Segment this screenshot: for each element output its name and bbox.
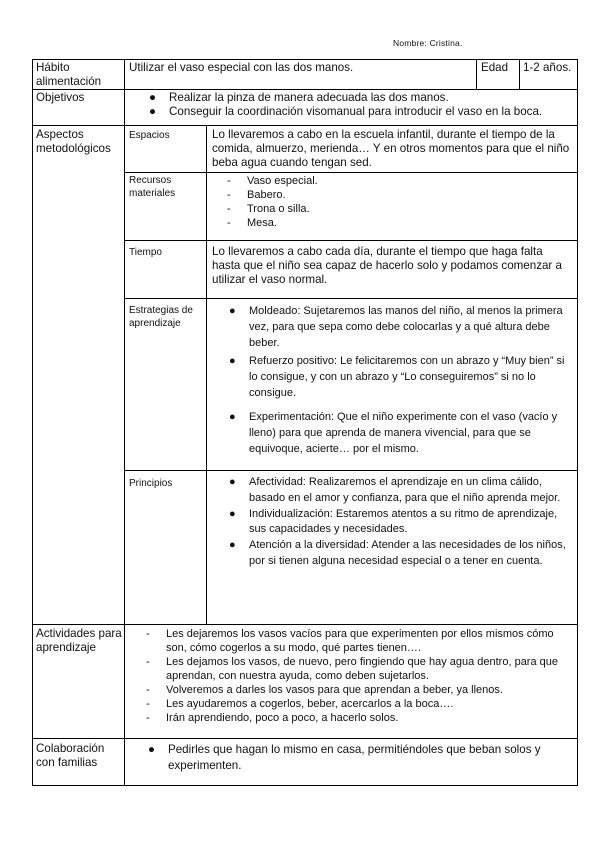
resources-label: Recursos materiales [129,175,176,199]
list-item: - Babero. [227,189,286,201]
list-item: ● Moldeado: Sujetaremos las manos del niño, al menos la primera vez, para que sepa como debe colocarlas y a qué altura debe beber. [229,305,563,349]
grid-line [124,59,125,786]
list-item: ● Individualización: Estaremos atentos a su ritmo de aprendizaje, sus capacidades y necesidades. [229,507,558,536]
student-name-line [393,38,463,48]
bullet-marker: ● [229,355,236,367]
time-label: Tiempo [129,247,162,258]
grid-line [476,59,477,89]
grid-line [32,738,578,739]
bullet-marker: ● [149,91,157,104]
grid-line [32,125,578,126]
dash-marker: - [227,175,231,187]
methodology-label: Aspectos metodológicos [36,128,111,155]
objectives-list [149,91,574,119]
list-item: - Les dejamos los vasos, de nuevo, pero fingiendo que hay agua dentro, para que aprendan, con nuestra ayuda, como deben sujetarlos. [146,656,558,682]
family-label: Colaboración con familias [36,742,105,769]
time-text: Lo llevaremos a cabo cada día, durante el tiempo que haga falta hasta que el niño sea capaz de hacerlo solo y podamos comenzar a utilizar el vaso normal. [212,245,562,286]
grid-line [32,624,578,625]
grid-line [519,59,520,89]
grid-line [577,59,578,786]
list-item: ● Pedirles que hagan lo mismo en casa, permitiéndoles que beban solos y experimenten. [148,743,541,772]
dash-marker: - [227,217,231,229]
age-label: Edad [481,61,509,74]
dash-marker: - [146,698,150,710]
resources-list [227,174,567,230]
name-label: Nombre: [393,38,427,48]
list-item: - Vaso especial. [227,175,318,187]
activities-list [146,627,576,725]
bullet-marker: ● [148,743,156,756]
bullet-marker: ● [229,507,236,520]
bullet-marker: ● [229,476,236,488]
dash-marker: - [146,684,150,696]
list-item: - Les ayudaremos a cogerlos, beber, acercarlos a la boca…. [146,698,454,710]
name-value: Cristina. [429,38,463,48]
dash-marker: - [146,712,150,724]
grid-line [124,172,578,173]
activities-label: Actividades para aprendizaje [36,627,122,654]
strategies-list [229,303,569,457]
habit-label: Hábito alimentación [36,61,102,88]
spaces-label: Espacios [129,130,170,141]
list-item: ● Refuerzo positivo: Le felicitaremos con un abrazo y “Muy bien” si lo consigue, y con un abrazo y “Lo conseguiremos” si no lo consigue. [229,355,565,399]
dash-marker: - [146,628,150,640]
list-item: ● Experimentación: Que el niño experimente con el vaso (vacío y lleno) para que aprenda de manera vivencial, para que se equivoque, acierte… por el mismo. [229,411,558,455]
grid-line [32,785,578,786]
bullet-marker: ● [229,411,236,423]
list-item: - Volveremos a darles los vasos para que aprendan a beber, ya llenos. [146,684,503,696]
grid-line [124,240,578,241]
grid-line [206,125,207,471]
list-item: ● Afectividad: Realizaremos el aprendizaje en un clima cálido, basado en el amor y confianza, para que el niño aprenda mejor. [229,476,561,504]
list-item: - Trona o silla. [227,203,310,215]
list-item: ● Conseguir la coordinación visomanual para introducir el vaso en la boca. [149,105,543,118]
grid-line [124,470,578,471]
list-item: - Irán aprendiendo, poco a poco, a hacerlo solos. [146,712,399,724]
list-item: - Les dejaremos los vasos vacíos para que experimenten por ellos mismos cómo son, cómo cogerlos a su modo, qué partes tienen…. [146,628,554,654]
list-item: ● Atención a la diversidad: Atender a las necesidades de los niños, por si tienen alguna necesidad especial o a tener en cuenta. [229,539,566,567]
principles-list [229,475,571,570]
bullet-marker: ● [149,105,157,118]
grid-line [32,59,33,786]
dash-marker: - [227,203,231,215]
dash-marker: - [146,656,150,668]
habit-value: Utilizar el vaso especial con las dos manos. [129,61,354,74]
family-list [148,742,573,774]
dash-marker: - [227,189,231,201]
bullet-marker: ● [229,305,236,317]
bullet-marker: ● [229,539,236,552]
principles-label: Principios [129,478,173,489]
list-item: ● Realizar la pinza de manera adecuada las dos manos. [149,91,449,104]
age-value: 1-2 años. [523,61,572,74]
grid-line [206,470,207,624]
objectives-label: Objetivos [36,91,85,104]
spaces-text: Lo llevaremos a cabo en la escuela infantil, durante el tiempo de la comida, almuerzo, merienda… Y en otros momentos para que el niño beba agua cuando tengan sed. [212,128,570,169]
grid-line [32,59,578,60]
grid-line [32,89,578,90]
grid-line [124,298,578,299]
strategies-label: Estrategias de aprendizaje [129,305,193,329]
list-item: - Mesa. [227,217,277,229]
